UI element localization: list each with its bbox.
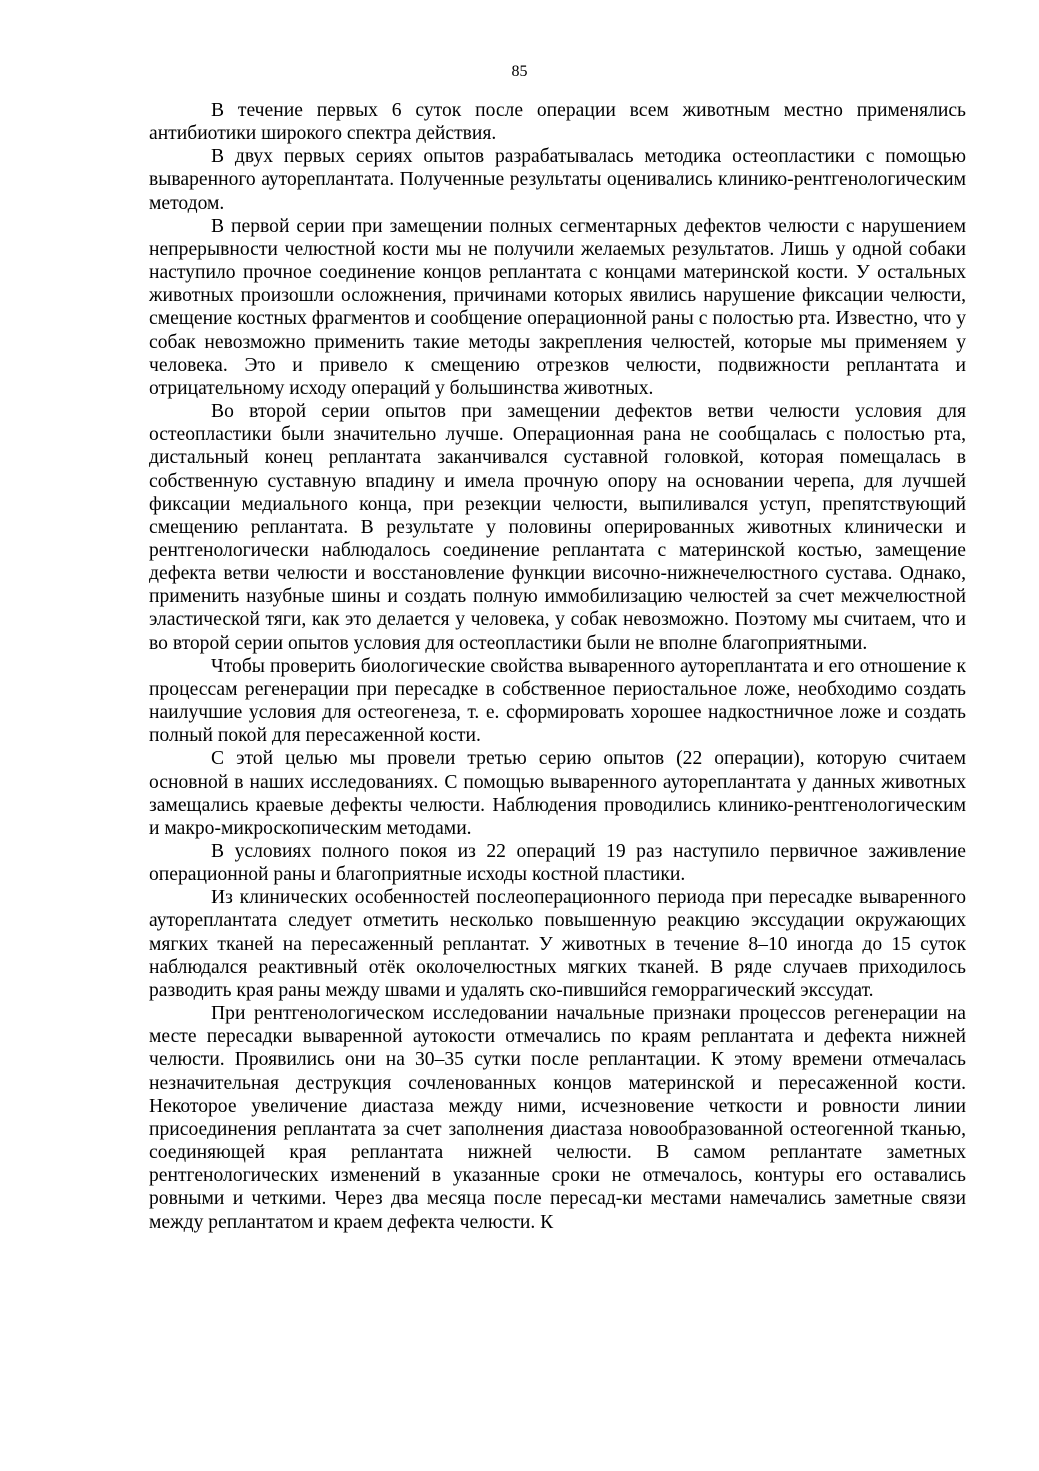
paragraph: В условиях полного покоя из 22 операций 19 раз наступило первичное заживление операционной раны и благоприятные исходы костной пластики. — [149, 841, 966, 886]
paragraph: В двух первых сериях опытов разрабатывалась методика остеопластики с помощью вываренного аутореплантата. Полученные результаты оценивались клинико-рентгенологическим методом. — [149, 146, 966, 214]
paragraph: Во второй серии опытов при замещении дефектов ветви челюсти условия для остеопластики были значительно лучше. Операционная рана не сообщалась с полостью рта, дистальный конец реплантата заканчивался суставной головкой, которая помещалась в собственную суставную впадину и имела прочную опору на основании черепа, для лучшей фиксации медиального конца, при резекции челюсти, выпиливался уступ, препятствующий смещению реплантата. В результате у половины оперированных животных клинически и рентгенологически наблюдалось соединение реплантата с материнской костью, замещение дефекта ветви челюсти и восстановление функции височно-нижнечелюстного сустава. Однако, применить назубные шины и создать полную иммобилизацию челюстей за счет межчелюстной эластической тяги, как это делается у человека, у собак невозможно. Поэтому мы считаем, что и во второй серии опытов условия для остеопластики были не вполне благоприятными. — [149, 401, 966, 654]
paragraph: При рентгенологическом исследовании начальные признаки процессов регенерации на месте пересадки вываренной аутокости отмечались по краям реплантата и дефекта нижней челюсти. Проявились они на 30–35 сутки после реплантации. К этому времени отмечалась незначительная деструкция сочленованных концов материнской и пересаженной кости. Некоторое увеличение диастаза между ними, исчезновение четкости и ровности линии присоединения реплантата за счет заполнения диастаза новообразованной остеогенной тканью, соединяющей края реплантата нижней челюсти. В самом реплантате заметных рентгенологических изменений в указанные сроки не отмечалось, контуры его оставались ровными и четкими. Через два месяца после пересад-ки местами намечались заметные связи между реплантатом и краем дефекта челюсти. К — [149, 1003, 966, 1233]
paragraph: В первой серии при замещении полных сегментарных дефектов челюсти с нарушением непрерывности челюстной кости мы не получили желаемых результатов. Лишь у одной собаки наступило прочное соединение концов реплантата с концами материнской кости. У остальных животных произошли осложнения, причинами которых явились нарушение фиксации челюсти, смещение костных фрагментов и сообщение операционной раны с полостью рта. Известно, что у собак невозможно применить такие методы закрепления челюстей, которые мы применяем у человека. Это и привело к смещению отрезков челюсти, подвижности реплантата и отрицательному исходу операций у большинства животных. — [149, 215, 966, 399]
paragraph: С этой целью мы провели третью серию опытов (22 операции), которую считаем основной в наших исследованиях. С помощью вываренного аутореплантата у данных животных замещались краевые дефекты челюсти. Наблюдения проводились клинико-рентгенологическим и макро-микроскопическим методами. — [149, 748, 966, 839]
page-number: 85 — [511, 63, 528, 80]
text-body — [149, 99, 966, 1234]
paragraph: Чтобы проверить биологические свойства вываренного аутореплантата и его отношение к процессам регенерации при пересадке в собственное периостальное ложе, необходимо создать наилучшие условия для остеогенеза, т. е. сформировать хорошее надкостничное ложе и создать полный покой для пересаженной кости. — [149, 655, 966, 747]
paragraph: Из клинических особенностей послеоперационного периода при пересадке вываренного аутореплантата следует отметить несколько повышенную реакцию экссудации окружающих мягких тканей на пересаженный реплантат. У животных в течение 8–10 иногда до 15 суток наблюдался реактивный отёк околочелюстных мягких тканей. В ряде случаев приходилось разводить края раны между швами и удалять ско-пившийся геморрагический экссудат. — [149, 887, 966, 1001]
paragraph: В течение первых 6 суток после операции всем животным местно применялись антибиотики широкого спектра действия. — [149, 100, 966, 145]
